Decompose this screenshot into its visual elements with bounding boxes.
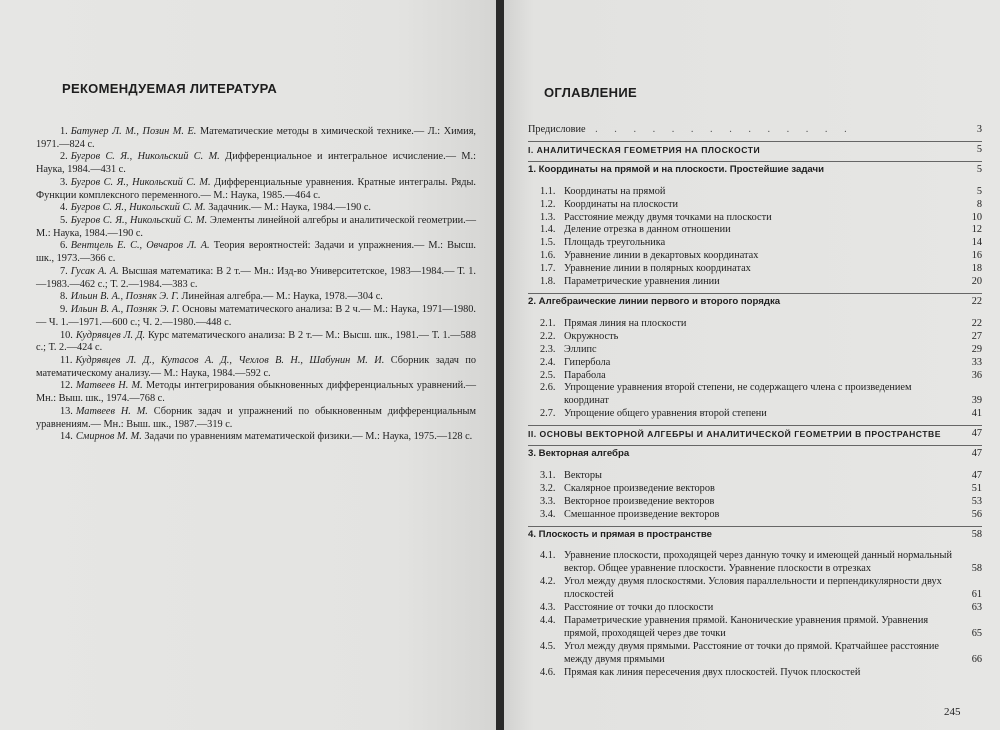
toc-page-number: 22 [971, 317, 982, 329]
toc-entry-label: I. АНАЛИТИЧЕСКАЯ ГЕОМЕТРИЯ НА ПЛОСКОСТИ [528, 144, 761, 155]
toc-entry-number: 4.4. [540, 615, 556, 626]
toc-page-number: 58 [971, 528, 982, 540]
toc-page-number: 8 [976, 198, 982, 210]
reference-item [36, 291, 476, 304]
toc-entry-title [528, 263, 958, 276]
toc-subsection [528, 408, 982, 421]
toc-entry-number: 3.1. [540, 469, 556, 481]
toc-entry-label: Прямая линия на плоскости [564, 317, 687, 329]
toc-page-number: 22 [971, 295, 982, 307]
toc-page-number: 41 [971, 408, 982, 420]
reference-number: 3. [60, 176, 68, 188]
toc-entry-number: 2.4. [540, 356, 556, 368]
reference-number: 4. [60, 202, 68, 214]
toc-entry-number: 3.3. [540, 495, 556, 507]
reference-number: 10. [60, 329, 73, 341]
toc-entry-label: Скалярное произведение векторов [564, 482, 715, 494]
toc-entry-number: 2.1. [540, 317, 556, 329]
toc-entry [528, 124, 982, 137]
toc-entry-title [528, 602, 958, 615]
reference-text: Сборник задач по математическому анализу.— М.: Наука, 1984.—592 с. [36, 354, 476, 379]
reference-text: Теория вероятностей: Задачи и упражнения.— М.: Высш. шк., 1973.—366 с. [36, 240, 476, 265]
toc-entry-title [528, 357, 958, 370]
toc-entry-title [528, 667, 958, 680]
reference-number: 6. [60, 240, 68, 252]
toc-entry-title [528, 250, 958, 263]
toc-entry-title [528, 370, 958, 383]
section-rule [528, 161, 982, 162]
toc-entry-number: 4.2. [540, 576, 556, 588]
toc-subsection [528, 344, 982, 357]
reference-number: 5. [60, 215, 68, 227]
reference-item [36, 177, 476, 202]
toc-entry-label: Расстояние между двумя точками на плоскости [564, 211, 772, 223]
reference-authors: Матвеев Н. М. [75, 405, 148, 417]
toc-entry-label: 2. Алгебраические линии первого и второго порядка [528, 295, 781, 307]
toc-page-number: 56 [971, 508, 982, 520]
reference-number: 9. [60, 304, 68, 316]
toc-entry-label: Окружность [564, 330, 619, 342]
section-rule [528, 526, 982, 527]
toc-page-number: 47 [971, 448, 982, 460]
toc-entry-title [528, 576, 958, 602]
reference-number: 12. [60, 380, 73, 392]
reference-number: 13. [60, 405, 73, 417]
reference-text: Курс математического анализа: В 2 т.— М.: Высш. шк., 1981.— Т. 1.—588 с.; Т. 2.—424 с. [36, 329, 476, 354]
toc-page-number: 53 [971, 495, 982, 507]
toc-entry-title [528, 144, 958, 157]
reference-item [36, 406, 476, 431]
toc-entry-number: 1.4. [540, 224, 556, 236]
toc-entry-label: Расстояние от точки до плоскости [564, 602, 714, 614]
toc-entry-label: Векторное произведение векторов [564, 495, 715, 507]
toc-entry-number: 2.3. [540, 343, 556, 355]
toc-page-number: 3 [976, 124, 982, 135]
toc-chapter [528, 529, 982, 542]
reference-item [36, 215, 476, 240]
reference-number: 1. [60, 126, 68, 137]
toc-entry-title [528, 124, 958, 137]
toc-page-number: 12 [971, 224, 982, 236]
toc-subsection [528, 667, 982, 680]
reference-item [36, 126, 476, 151]
reference-authors: Бугров С. Я., Никольский С. М. [70, 215, 208, 227]
contents-heading: ОГЛАВЛЕНИЕ [544, 85, 637, 100]
toc-entry-title [528, 550, 958, 576]
table-of-contents [528, 124, 982, 680]
toc-subsection [528, 370, 982, 383]
toc-page-number: 66 [971, 653, 982, 665]
toc-entry-title [528, 641, 958, 667]
toc-entry-title [528, 276, 958, 289]
section-rule [528, 445, 982, 446]
toc-entry-title [528, 615, 958, 641]
reference-authors: Ильин В. А., Позняк Э. Г. [70, 291, 179, 303]
toc-entry-title [528, 408, 958, 421]
toc-page-number: 20 [971, 276, 982, 288]
left-page [0, 0, 496, 730]
reference-text: Дифференциальные уравнения. Кратные интегралы. Ряды. Функции комплексного переменного.— М.: Наука, 1985.—464 с. [36, 176, 476, 201]
toc-page-number: 65 [971, 627, 982, 639]
toc-entry-number: 2.2. [540, 330, 556, 342]
reference-authors: Ильин В. А., Позняк Э. Г. [70, 304, 180, 316]
toc-entry-label: Гипербола [564, 356, 611, 368]
toc-page-number: 51 [971, 482, 982, 494]
reference-text: Элементы линейной алгебры и аналитической геометрии.— М.: Наука, 1984.—190 с. [36, 215, 476, 239]
toc-subsection [528, 602, 982, 615]
toc-entry-title [528, 237, 958, 250]
toc-entry-label: Упрощение уравнения второй степени, не содержащего члена с произведением координат [564, 382, 912, 407]
reference-authors: Смирнов М. М. [75, 431, 142, 443]
section-gap [528, 461, 982, 470]
toc-subsection [528, 470, 982, 483]
section-rule [528, 293, 982, 294]
reference-authors: Гусак А. А. [70, 265, 119, 277]
toc-part [528, 144, 982, 157]
reference-authors: Вентцель Е. С., Овчаров Л. А. [70, 240, 210, 252]
toc-page-number: 33 [971, 356, 982, 368]
reference-text: Основы математического анализа: В 2 ч.— М.: Наука, 1971—1980.— Ч. 1.—1971.—600 с.; Ч. 2.—1980.—448 с. [36, 304, 476, 328]
reference-text: Сборник задач и упражнений по обыкновенным дифференциальным уравнениям.— Мн.: Выш. шк., 1987.—319 с. [36, 405, 476, 430]
toc-subsection [528, 496, 982, 509]
toc-entry-label: Смешанное произведение векторов [564, 508, 720, 520]
toc-entry-label: Упрощение общего уравнения второй степени [564, 408, 767, 420]
toc-entry-label: 4. Плоскость и прямая в пространстве [528, 528, 712, 540]
toc-entry-number: 1.2. [540, 198, 556, 210]
reference-authors: Кудрявцев Л. Д., Кутасов А. Д., Чехлов В. Н., Шабунин М. И. [75, 354, 385, 366]
toc-entry-number: 4.1. [540, 550, 556, 562]
toc-page-number: 63 [971, 602, 982, 614]
toc-entry-title [528, 448, 958, 461]
reference-authors: Бугров С. Я., Никольский С. М. [70, 202, 206, 214]
toc-subsection [528, 318, 982, 331]
toc-entry-label: Парабола [564, 369, 606, 381]
toc-subsection [528, 509, 982, 522]
toc-subsection [528, 186, 982, 199]
reference-item [36, 240, 476, 265]
toc-subsection [528, 576, 982, 602]
toc-subsection [528, 224, 982, 237]
toc-entry-label: Параметрические уравнения линии [564, 276, 720, 288]
toc-entry-number: 1.6. [540, 250, 556, 262]
toc-entry-label: Прямая как линия пересечения двух плоскостей. Пучок плоскостей [564, 666, 861, 678]
toc-entry-title [528, 382, 958, 408]
reference-item [36, 202, 476, 215]
section-gap [528, 177, 982, 186]
toc-entry-label: Координаты на прямой [564, 185, 666, 197]
reference-item [36, 266, 476, 291]
toc-subsection [528, 263, 982, 276]
reference-item [36, 304, 476, 329]
toc-subsection [528, 250, 982, 263]
toc-entry-number: 1.7. [540, 263, 556, 275]
toc-chapter [528, 164, 982, 177]
toc-entry-label: Угол между двумя плоскостями. Условия параллельности и перпендикулярности двух плоскостей [564, 576, 942, 601]
toc-subsection [528, 550, 982, 576]
reference-authors: Матвеев Н. М. [75, 380, 143, 392]
section-gap [528, 309, 982, 318]
toc-chapter [528, 448, 982, 461]
toc-entry-number: 4.6. [540, 666, 556, 678]
toc-entry-title [528, 509, 958, 522]
reference-text: Методы интегрирования обыкновенных дифференциальных уравнений.— Мн.: Выш. шк., 1974.—768 с. [36, 380, 476, 405]
toc-entry-number: 3.2. [540, 482, 556, 494]
toc-entry-title [528, 164, 958, 177]
toc-entry-title [528, 496, 958, 509]
toc-page-number: 27 [971, 330, 982, 342]
toc-page-number: 16 [971, 250, 982, 262]
toc-page-number: 47 [971, 428, 982, 440]
reference-text: Высшая математика: В 2 т.— Мн.: Изд-во Университетское, 1983—1984.— Т. 1.—1983.—462 с.; Т. 2.—1984.—383 с. [36, 265, 476, 290]
toc-entry-label: Уравнение линии в декартовых координатах [564, 250, 759, 262]
toc-subsection [528, 237, 982, 250]
reference-number: 14. [60, 431, 73, 443]
toc-entry-label: Уравнение линии в полярных координатах [564, 263, 751, 275]
toc-entry-label: Векторы [564, 469, 602, 481]
toc-entry-title [528, 428, 958, 441]
toc-subsection [528, 641, 982, 667]
toc-page-number: 5 [976, 163, 982, 175]
reference-number: 11. [60, 354, 73, 366]
toc-entry-number: 1.1. [540, 185, 556, 197]
toc-chapter [528, 296, 982, 309]
toc-part [528, 428, 982, 441]
toc-page-number: 29 [971, 343, 982, 355]
reference-authors: Бугров С. Я., Никольский С. М. [70, 151, 220, 163]
toc-entry-label: Предисловие [528, 124, 586, 135]
toc-entry-title [528, 331, 958, 344]
toc-entry-title [528, 224, 958, 237]
reference-text: Математические методы в химической технике.— Л.: Химия, 1971.—824 с. [36, 126, 477, 150]
toc-entry-label: Параметрические уравнения прямой. Канонические уравнения прямой. Уравнения прямой, проходящей через две точки [564, 615, 929, 639]
toc-page-number: 18 [971, 263, 982, 275]
toc-page-number: 14 [971, 237, 982, 249]
section-rule [528, 425, 982, 426]
toc-subsection [528, 615, 982, 641]
references-heading: РЕКОМЕНДУЕМАЯ ЛИТЕРАТУРА [62, 81, 278, 96]
toc-leader-dots: . . . . . . . . . . . . . . [585, 124, 854, 135]
toc-entry-label: Эллипс [564, 343, 597, 355]
reference-number: 2. [60, 151, 68, 163]
reference-item [36, 380, 476, 405]
toc-subsection [528, 357, 982, 370]
toc-subsection [528, 382, 982, 408]
toc-entry-number: 3.4. [540, 508, 556, 520]
reference-number: 7. [60, 265, 68, 277]
toc-entry-number: 1.3. [540, 211, 556, 223]
references-list [36, 126, 476, 444]
reference-text: Линейная алгебра.— М.: Наука, 1978.—304 с. [181, 291, 383, 303]
toc-entry-number: 4.3. [540, 602, 556, 614]
toc-subsection [528, 199, 982, 212]
toc-entry-label: Уравнение плоскости, проходящей через данную точку и имеющей данный нормальный вектор. Общее уравнение плоскости. Уравнение плоскости в отрезках [564, 550, 952, 575]
toc-page-number: 58 [971, 563, 982, 575]
toc-entry-label: II. ОСНОВЫ ВЕКТОРНОЙ АЛГЕБРЫ И АНАЛИТИЧЕСКОЙ ГЕОМЕТРИИ В ПРОСТРАНСТВЕ [528, 429, 941, 440]
toc-page-number: 39 [971, 395, 982, 407]
toc-entry-title [528, 186, 958, 199]
toc-entry-title [528, 483, 958, 496]
toc-subsection [528, 212, 982, 225]
toc-entry-label: Деление отрезка в данном отношении [564, 224, 731, 236]
toc-subsection [528, 276, 982, 289]
toc-entry-title [528, 296, 958, 309]
toc-page-number: 47 [971, 469, 982, 481]
toc-entry-number: 1.8. [540, 276, 556, 288]
toc-entry-label: 3. Векторная алгебра [528, 448, 630, 460]
toc-page-number: 10 [971, 211, 982, 223]
toc-entry-title [528, 318, 958, 331]
page-number: 245 [944, 706, 961, 718]
toc-entry-title [528, 212, 958, 225]
reference-item [36, 431, 476, 444]
toc-page-number: 5 [976, 143, 982, 155]
reference-text: Задачи по уравнениям математической физики.— М.: Наука, 1975.—128 с. [144, 431, 473, 443]
toc-page-number: 5 [976, 185, 982, 197]
toc-subsection [528, 331, 982, 344]
reference-item [36, 330, 476, 355]
reference-text: Дифференциальное и интегральное исчисление.— М.: Наука, 1984.—431 с. [36, 151, 476, 176]
reference-item [36, 151, 476, 176]
toc-entry-title [528, 529, 958, 542]
section-gap [528, 541, 982, 550]
reference-authors: Бугров С. Я., Никольский С. М. [70, 176, 211, 188]
toc-entry-label: Площадь треугольника [564, 237, 666, 249]
toc-entry-number: 2.7. [540, 408, 556, 420]
toc-entry-number: 4.5. [540, 640, 556, 652]
toc-entry-label: Координаты на плоскости [564, 198, 678, 210]
reference-number: 8. [60, 291, 68, 303]
book-gutter [496, 0, 504, 730]
toc-subsection [528, 483, 982, 496]
toc-entry-title [528, 199, 958, 212]
toc-page-number: 36 [971, 369, 982, 381]
toc-entry-number: 2.6. [540, 382, 556, 394]
section-rule [528, 141, 982, 142]
toc-entry-label: 1. Координаты на прямой и на плоскости. Простейшие задачи [528, 163, 824, 175]
toc-entry-title [528, 344, 958, 357]
right-page [504, 0, 1000, 730]
toc-entry-title [528, 470, 958, 483]
reference-authors: Батунер Л. М., Позин М. Е. [70, 126, 197, 137]
toc-entry-number: 1.5. [540, 237, 556, 249]
reference-text: Задачник.— М.: Наука, 1984.—190 с. [208, 202, 371, 214]
reference-item [36, 355, 476, 380]
reference-authors: Кудрявцев Л. Д. [75, 329, 146, 341]
toc-entry-label: Угол между двумя прямыми. Расстояние от точки до прямой. Кратчайшее расстояние между двумя прямыми [564, 640, 939, 665]
toc-page-number: 61 [971, 589, 982, 601]
toc-entry-number: 2.5. [540, 369, 556, 381]
